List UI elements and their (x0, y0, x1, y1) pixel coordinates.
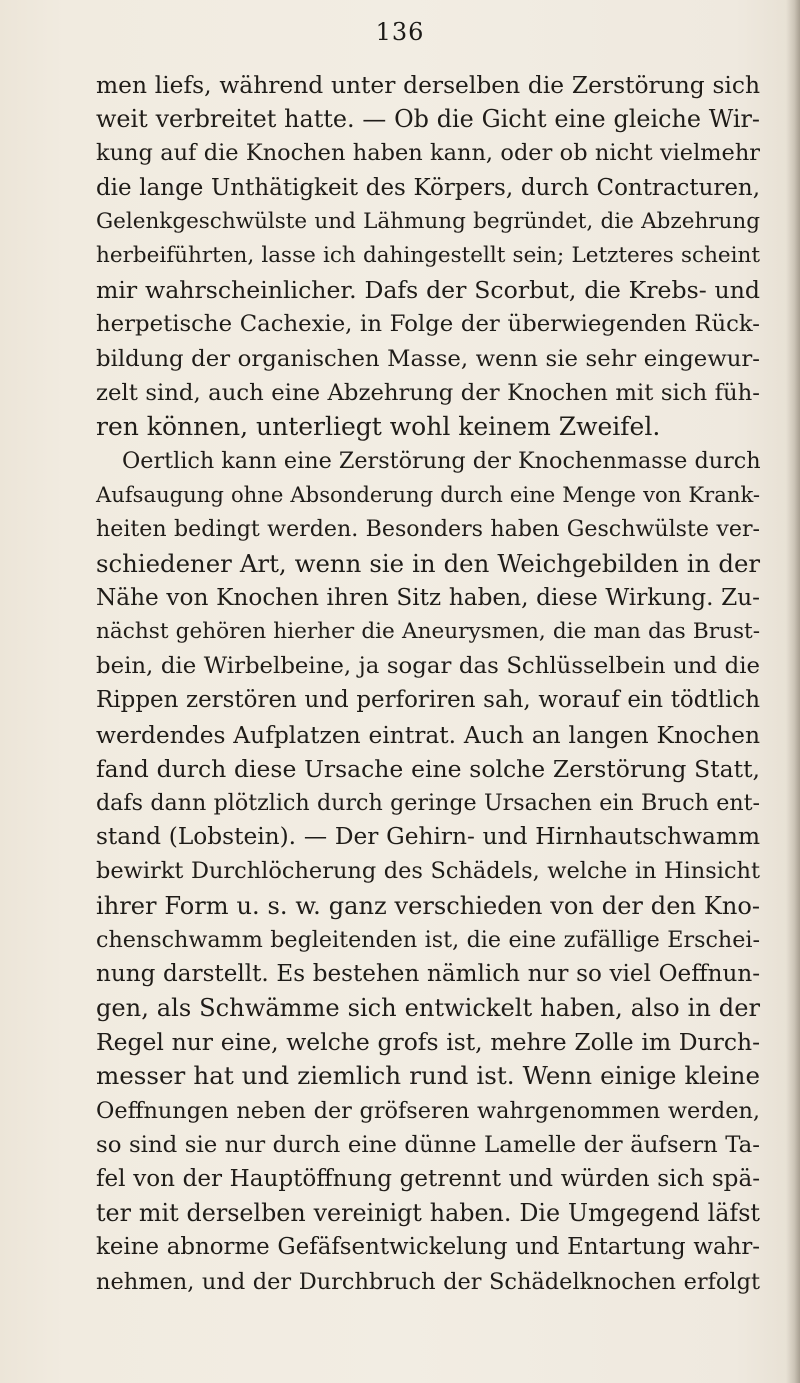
text-line: heiten bedingt werden. Besonders haben Geschwülste ver- (96, 516, 760, 543)
text-line: keine abnorme Gefäfsentwickelung und Entartung wahr- (96, 1234, 760, 1261)
text-line: schiedener Art, wenn sie in den Weichgebilden in der (96, 548, 760, 578)
text-line: ter mit derselben vereinigt haben. Die Umgegend läfst (96, 1199, 760, 1228)
text-line: dafs dann plötzlich durch geringe Ursachen ein Bruch ent- (96, 789, 760, 816)
text-line: mir wahrscheinlicher. Dafs der Scorbut, die Krebs- und (96, 276, 760, 305)
text-line: die lange Unthätigkeit des Körpers, durch Contracturen, (96, 174, 760, 201)
text-line: bewirkt Durchlöcherung des Schädels, welche in Hinsicht (96, 858, 760, 885)
text-line: chenschwamm begleitenden ist, die eine zufällige Erschei- (96, 926, 760, 953)
page-edge-shadow (786, 0, 800, 1383)
text-line: gen, als Schwämme sich entwickelt haben, also in der (96, 994, 760, 1023)
page-number: 136 (375, 18, 425, 46)
text-line: bildung der organischen Masse, wenn sie sehr eingewur- (96, 345, 760, 372)
text-line: nung darstellt. Es bestehen nämlich nur so viel Oeffnun- (96, 960, 760, 987)
text-line: nehmen, und der Durchbruch der Schädelknochen erfolgt (96, 1268, 760, 1295)
text-line: Nähe von Knochen ihren Sitz haben, diese Wirkung. Zu- (96, 583, 760, 611)
text-line: Aufsaugung ohne Absonderung durch eine Menge von Krank- (96, 482, 760, 508)
text-line: ren können, unterliegt wohl keinem Zweifel. (96, 411, 661, 441)
text-line: Regel nur eine, welche grofs ist, mehre Zolle im Durch- (96, 1028, 760, 1057)
text-line: ihrer Form u. s. w. ganz verschieden von der den Kno- (96, 891, 760, 920)
text-line: kung auf die Knochen haben kann, oder ob nicht vielmehr (96, 140, 760, 167)
text-line: fand durch diese Ursache eine solche Zerstörung Statt, (96, 754, 760, 783)
text-line: Gelenkgeschwülste und Lähmung begründet, die Abzehrung (96, 208, 760, 234)
text-line: Rippen zerstören und perforiren sah, worauf ein tödtlich (96, 687, 760, 714)
body-text (96, 68, 760, 1299)
text-line: weit verbreitet hatte. — Ob die Gicht eine gleiche Wir- (96, 105, 760, 134)
text-line: bein, die Wirbelbeine, ja sogar das Schlüsselbein und die (96, 653, 760, 680)
text-line: nächst gehören hierher die Aneurysmen, die man das Brust- (96, 619, 760, 644)
text-line: so sind sie nur durch eine dünne Lamelle der äufsern Ta- (96, 1131, 760, 1158)
text-line: men liefs, während unter derselben die Zerstörung sich (96, 71, 760, 99)
text-line: herpetische Cachexie, in Folge der überwiegenden Rück- (96, 311, 760, 338)
text-line: fel von der Hauptöffnung getrennt und würden sich spä- (96, 1166, 760, 1192)
text-line: Oertlich kann eine Zerstörung der Knochenmasse durch (122, 448, 761, 475)
text-line: herbeiführten, lasse ich dahingestellt sein; Letzteres scheint (96, 242, 760, 268)
text-line: Oeffnungen neben der gröfseren wahrgenommen werden, (96, 1097, 760, 1124)
text-line: messer hat und ziemlich rund ist. Wenn einige kleine (96, 1061, 760, 1091)
text-line: stand (Lobstein). — Der Gehirn- und Hirnhautschwamm (96, 823, 760, 851)
text-line: werdendes Aufplatzen eintrat. Auch an langen Knochen (96, 720, 760, 749)
text-line: zelt sind, auch eine Abzehrung der Knochen mit sich füh- (96, 379, 760, 406)
